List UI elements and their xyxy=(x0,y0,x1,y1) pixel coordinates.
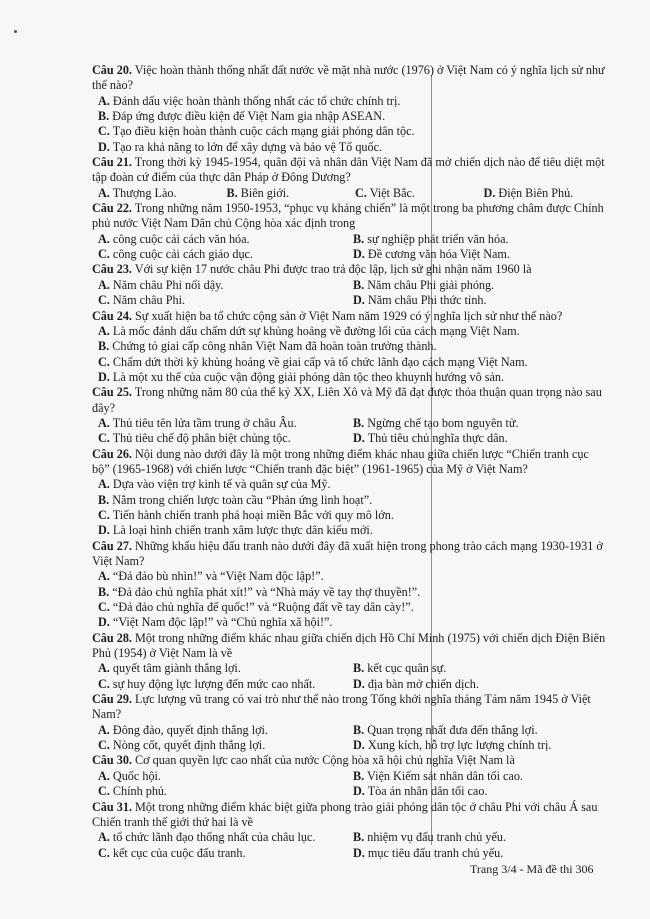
options-row xyxy=(92,738,606,753)
question-stem xyxy=(92,63,606,94)
option-letter: C. xyxy=(98,784,110,799)
option-text: Tạo điều kiện hoàn thành cuộc cách mạng giải phóng dân tộc. xyxy=(112,124,415,139)
option-letter: D. xyxy=(353,784,365,799)
answer-option xyxy=(92,569,606,584)
option-text: Là một xu thế của cuộc vận động giải phóng dân tộc theo khuynh hướng vô sản. xyxy=(112,369,505,384)
option-letter: A. xyxy=(98,277,110,292)
option-text: “Việt Nam độc lập!” và “Chủ nghĩa xã hội!”. xyxy=(112,615,333,630)
question-text: Việc hoàn thành thống nhất đất nước về mặt nhà nước (1976) ở Việt Nam có ý nghĩa lịch sử như thế nào? xyxy=(92,63,605,93)
option-text: Chứng tỏ giai cấp công nhân Việt Nam đã hoàn toàn trưởng thành. xyxy=(112,339,437,354)
question-text: Trong những năm 1950-1953, “phục vụ kháng chiến” là một trong ba phương châm được Chính phủ nước Việt Nam Dân chủ Cộng hòa xác định trong xyxy=(92,201,604,231)
question-stem xyxy=(92,309,606,324)
option-text: sự nghiệp phát triển văn hóa. xyxy=(367,231,509,246)
question-number: Câu 28. xyxy=(92,630,132,645)
option-text: công cuộc cải cách giáo dục. xyxy=(112,247,253,262)
question-number: Câu 26. xyxy=(92,446,132,461)
question-number: Câu 29. xyxy=(92,692,132,707)
answer-option xyxy=(92,600,606,615)
question-number: Câu 22. xyxy=(92,201,132,216)
option-letter: D. xyxy=(98,139,110,154)
option-letter: C. xyxy=(355,185,367,200)
option-text: Đề cương văn hóa Việt Nam. xyxy=(367,247,510,262)
option-letter: D. xyxy=(353,845,365,860)
option-text: Quan trọng nhất đưa đến thắng lợi. xyxy=(367,722,538,737)
answer-option xyxy=(349,416,606,431)
question-block xyxy=(92,262,606,308)
option-letter: C. xyxy=(98,354,110,369)
option-letter: A. xyxy=(98,93,110,108)
question-number: Câu 27. xyxy=(92,538,132,553)
option-text: Năm châu Phi. xyxy=(112,293,186,308)
question-block xyxy=(92,692,606,753)
option-letter: A. xyxy=(98,830,110,845)
option-letter: B. xyxy=(98,584,110,599)
option-text: Ngừng chế tạo bom nguyên tử. xyxy=(367,415,519,430)
answer-option xyxy=(92,140,606,155)
question-block xyxy=(92,309,606,386)
option-letter: A. xyxy=(98,231,110,246)
option-letter: C. xyxy=(98,293,110,308)
question-stem xyxy=(92,262,606,277)
option-text: Quốc hội. xyxy=(112,768,161,783)
option-text: Năm châu Phi giải phóng. xyxy=(367,277,495,292)
answer-option xyxy=(92,661,349,676)
option-text: Xung kích, hỗ trợ lực lượng chính trị. xyxy=(367,738,552,753)
page-footer: Trang 3/4 - Mã đề thi 306 xyxy=(470,862,594,876)
option-text: Đánh dấu việc hoàn thành thống nhất các tổ chức chính trị. xyxy=(112,93,401,108)
option-text: Thủ tiêu chế độ phân biệt chủng tộc. xyxy=(112,431,291,446)
option-text: quyết tâm giành thắng lợi. xyxy=(112,661,241,676)
question-number: Câu 25. xyxy=(92,385,132,400)
question-number: Câu 24. xyxy=(92,308,132,323)
option-letter: D. xyxy=(483,185,496,200)
option-letter: D. xyxy=(353,676,365,691)
option-text: Việt Bắc. xyxy=(369,185,415,200)
option-text: nhiệm vụ đấu tranh chủ yếu. xyxy=(367,830,506,845)
answer-option xyxy=(349,677,606,692)
option-text: “Đả đảo bù nhìn!” và “Việt Nam độc lập!”. xyxy=(112,569,324,584)
answer-option xyxy=(349,186,478,201)
option-letter: A. xyxy=(98,415,110,430)
option-text: “Đả đảo chủ nghĩa đế quốc!” và “Ruộng đất về tay dân cày!”. xyxy=(112,600,414,615)
answer-option xyxy=(92,124,606,139)
question-stem xyxy=(92,201,606,232)
option-letter: A. xyxy=(98,185,110,200)
option-text: Viện Kiểm sát nhân dân tối cao. xyxy=(367,768,523,783)
answer-option xyxy=(92,232,349,247)
option-text: Năm châu Phi thức tỉnh. xyxy=(367,293,487,308)
answer-option xyxy=(92,370,606,385)
question-text: Một trong những điểm khác nhau giữa chiến dịch Hồ Chí Minh (1975) với chiến dịch Điện Biên Phủ (1954) ở Việt Nam là về xyxy=(92,630,606,661)
question-stem xyxy=(92,155,606,186)
answer-option xyxy=(92,784,349,799)
question-stem xyxy=(92,539,606,570)
option-letter: D. xyxy=(353,431,365,446)
option-letter: A. xyxy=(98,722,110,737)
option-text: Chấm dứt thời kỳ khủng hoảng về giai cấp và tổ chức lãnh đạo cách mạng Việt Nam. xyxy=(112,354,528,369)
option-text: Biên giới. xyxy=(240,185,290,200)
option-text: Thượng Lào. xyxy=(112,185,177,200)
answer-option xyxy=(92,324,606,339)
option-text: Nòng cốt, quyết định thắng lợi. xyxy=(112,738,266,753)
option-letter: B. xyxy=(98,339,110,354)
answer-option xyxy=(92,769,349,784)
answer-option xyxy=(92,416,349,431)
answer-option xyxy=(92,355,606,370)
answer-option xyxy=(349,830,606,845)
option-text: tổ chức lãnh đạo thống nhất của châu lục. xyxy=(112,830,316,845)
question-list xyxy=(92,63,606,861)
answer-option xyxy=(92,293,349,308)
option-text: địa bàn mở chiến dịch. xyxy=(367,676,479,691)
option-letter: B. xyxy=(353,231,365,246)
question-block xyxy=(92,201,606,262)
option-text: Là loại hình chiến tranh xâm lược thực dân kiểu mới. xyxy=(112,523,373,538)
option-letter: B. xyxy=(353,830,365,845)
option-text: kết cục của cuộc đấu tranh. xyxy=(112,845,246,860)
question-text: Với sự kiện 17 nước châu Phi được trao trả độc lập, lịch sử ghi nhận năm 1960 là xyxy=(134,262,532,277)
options-row xyxy=(92,232,606,247)
option-letter: C. xyxy=(98,600,110,615)
option-letter: C. xyxy=(98,676,110,691)
question-stem xyxy=(92,800,606,831)
question-text: Những khẩu hiệu đấu tranh nào dưới đây đã xuất hiện trong phong trào cách mạng 1930-1931 ở Việt Nam? xyxy=(92,538,603,568)
question-text: Sự xuất hiện ba tổ chức cộng sản ở Việt Nam năm 1929 có ý nghĩa lịch sử như thế nào? xyxy=(135,308,563,323)
question-text: Lực lượng vũ trang có vai trò như thế nào trong Tổng khởi nghĩa tháng Tám năm 1945 ở Việt Nam? xyxy=(92,692,591,722)
option-letter: D. xyxy=(98,369,110,384)
answer-option xyxy=(92,477,606,492)
option-text: sự huy động lực lượng đến mức cao nhất. xyxy=(112,676,316,691)
option-text: “Đả đảo chủ nghĩa phát xít!” và “Nhà máy về tay thợ thuyền!”. xyxy=(112,584,421,599)
answer-option xyxy=(349,723,606,738)
question-block xyxy=(92,800,606,861)
option-text: Là mốc đánh dấu chấm dứt sự khủng hoảng về đường lối của cách mạng Việt Nam. xyxy=(112,323,520,338)
option-text: Chính phủ. xyxy=(112,784,168,799)
answer-option xyxy=(92,94,606,109)
answer-option xyxy=(349,431,606,446)
answer-option xyxy=(478,186,607,201)
answer-option xyxy=(92,677,349,692)
answer-option xyxy=(92,508,606,523)
option-letter: C. xyxy=(98,431,110,446)
question-number: Câu 30. xyxy=(92,753,132,768)
option-text: Năm châu Phi nổi dậy. xyxy=(112,277,224,292)
answer-option xyxy=(92,585,606,600)
question-text: Nội dung nào dưới đây là một trong những điểm khác nhau giữa chiến lược “Chiến tranh cục bộ” (1965-1968) với chiến lược “Chiến tranh đặc biệt” (1961-1965) của Mỹ ở Việt Nam? xyxy=(92,446,589,476)
answer-option xyxy=(92,247,349,262)
question-stem xyxy=(92,692,606,723)
question-block xyxy=(92,539,606,631)
option-letter: B. xyxy=(98,492,110,507)
option-letter: B. xyxy=(353,277,365,292)
answer-option xyxy=(349,232,606,247)
options-row xyxy=(92,431,606,446)
answer-option xyxy=(92,339,606,354)
option-letter: C. xyxy=(98,124,110,139)
option-letter: D. xyxy=(98,615,110,630)
question-block xyxy=(92,447,606,539)
question-text: Trong những năm 80 của thế kỷ XX, Liên Xô và Mỹ đã đạt được thỏa thuận quan trọng nào sau đây? xyxy=(92,385,602,415)
option-text: Nằm trong chiến lược toàn cầu “Phản ứng linh hoạt”. xyxy=(112,492,373,507)
answer-option xyxy=(92,523,606,538)
question-number: Câu 21. xyxy=(92,155,132,170)
answer-option xyxy=(349,293,606,308)
options-row xyxy=(92,846,606,861)
answer-option xyxy=(221,186,350,201)
options-row xyxy=(92,723,606,738)
option-text: Đáp ứng được điều kiện để Việt Nam gia nhập ASEAN. xyxy=(112,109,386,124)
options-row xyxy=(92,416,606,431)
option-text: Thủ tiêu tên lửa tầm trung ở châu Âu. xyxy=(112,415,297,430)
question-block xyxy=(92,385,606,446)
question-stem xyxy=(92,385,606,416)
options-row xyxy=(92,769,606,784)
answer-option xyxy=(92,615,606,630)
option-text: Dựa vào viện trợ kinh tế và quân sự của Mỹ. xyxy=(112,477,331,492)
option-letter: C. xyxy=(98,738,110,753)
option-text: Tòa án nhân dân tối cao. xyxy=(367,784,488,799)
option-text: Thủ tiêu chủ nghĩa thực dân. xyxy=(367,431,508,446)
answer-option xyxy=(92,830,349,845)
answer-option xyxy=(92,846,349,861)
option-letter: B. xyxy=(353,415,365,430)
answer-option xyxy=(92,109,606,124)
option-letter: B. xyxy=(353,661,365,676)
option-letter: B. xyxy=(226,185,238,200)
option-letter: D. xyxy=(353,293,365,308)
answer-option xyxy=(92,278,349,293)
options-row xyxy=(92,677,606,692)
question-stem xyxy=(92,447,606,478)
answer-option xyxy=(349,661,606,676)
answer-option xyxy=(349,738,606,753)
question-block xyxy=(92,63,606,155)
answer-option xyxy=(92,723,349,738)
answer-option xyxy=(92,738,349,753)
answer-option xyxy=(349,784,606,799)
question-stem xyxy=(92,631,606,662)
option-text: Điện Biên Phủ. xyxy=(498,185,574,200)
answer-option xyxy=(349,769,606,784)
option-text: mục tiêu đấu tranh chủ yếu. xyxy=(367,845,504,860)
option-text: công cuộc cải cách văn hóa. xyxy=(112,231,250,246)
option-letter: B. xyxy=(353,722,365,737)
option-letter: D. xyxy=(353,738,365,753)
answer-option xyxy=(349,247,606,262)
question-block xyxy=(92,631,606,692)
answer-option xyxy=(92,431,349,446)
answer-option xyxy=(349,278,606,293)
options-row xyxy=(92,186,606,201)
answer-option xyxy=(92,186,221,201)
scan-speck xyxy=(14,30,17,33)
option-letter: A. xyxy=(98,477,110,492)
option-letter: C. xyxy=(98,845,110,860)
options-row xyxy=(92,278,606,293)
options-row xyxy=(92,293,606,308)
options-row xyxy=(92,830,606,845)
option-letter: B. xyxy=(98,109,110,124)
answer-option xyxy=(349,846,606,861)
options-row xyxy=(92,661,606,676)
option-text: kết cục quân sự. xyxy=(367,661,447,676)
option-letter: A. xyxy=(98,569,110,584)
option-text: Tiến hành chiến tranh phá hoại miền Bắc với quy mô lớn. xyxy=(112,507,394,522)
question-number: Câu 31. xyxy=(92,799,132,814)
question-stem xyxy=(92,753,606,768)
option-letter: A. xyxy=(98,323,110,338)
option-letter: D. xyxy=(98,523,110,538)
option-letter: C. xyxy=(98,247,110,262)
answer-option xyxy=(92,493,606,508)
option-letter: C. xyxy=(98,507,110,522)
option-letter: A. xyxy=(98,661,110,676)
question-number: Câu 23. xyxy=(92,262,132,277)
option-letter: D. xyxy=(353,247,365,262)
question-text: Một trong những điểm khác biệt giữa phong trào giải phóng dân tộc ở châu Phi với châu Á sau Chiến tranh thế giới thứ hai là về xyxy=(92,799,598,829)
options-row xyxy=(92,247,606,262)
option-text: Đông đảo, quyết định thắng lợi. xyxy=(112,722,268,737)
option-letter: B. xyxy=(353,768,365,783)
question-block xyxy=(92,155,606,201)
question-text: Cơ quan quyền lực cao nhất của nước Cộng hòa xã hội chủ nghĩa Việt Nam là xyxy=(135,753,515,768)
question-number: Câu 20. xyxy=(92,63,132,77)
options-row xyxy=(92,784,606,799)
option-text: Tạo ra khả năng to lớn để xây dựng và bảo vệ Tổ quốc. xyxy=(112,139,383,154)
question-text: Trong thời kỳ 1945-1954, quân đội và nhân dân Việt Nam đã mở chiến dịch nào để tiêu diệt một tập đoàn cứ điểm của thực dân Pháp ở Đông Dương? xyxy=(92,155,605,185)
question-block xyxy=(92,753,606,799)
option-letter: A. xyxy=(98,768,110,783)
